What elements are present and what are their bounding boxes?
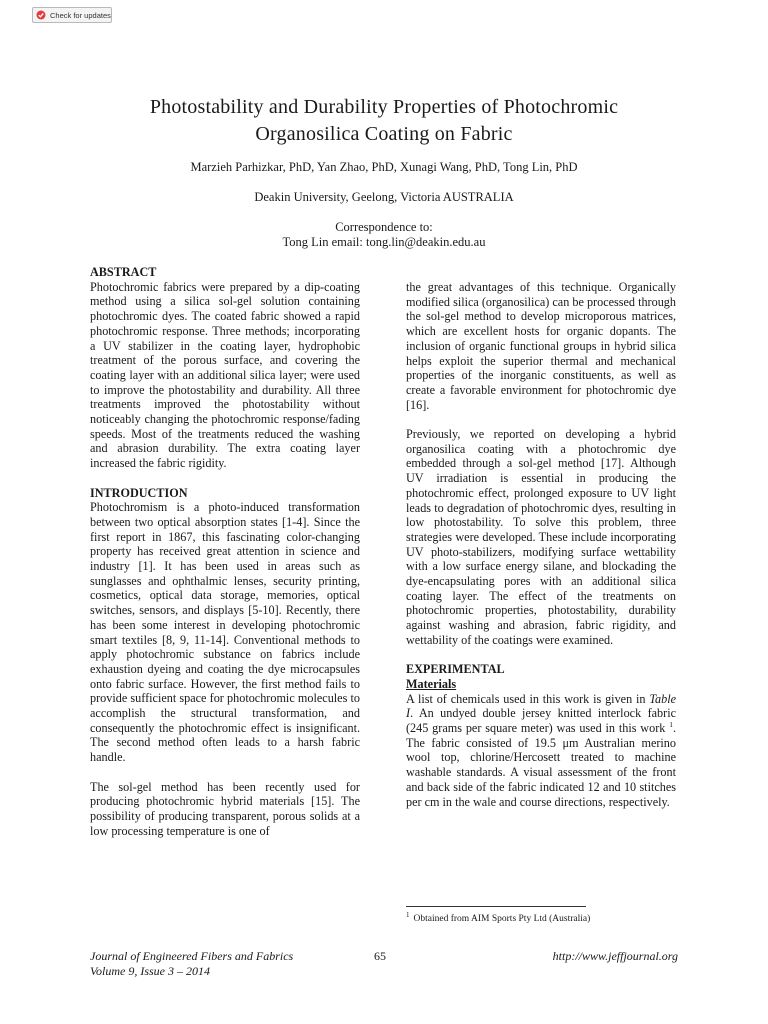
journal-volume: Volume 9, Issue 3 – 2014 <box>90 964 210 978</box>
left-column <box>90 265 360 838</box>
materials-text-b: . An undyed double jersey knitted interlock fabric (245 grams per square meter) was used in this work <box>406 706 676 736</box>
badge-label: Check for updates <box>50 10 111 20</box>
footnote-text: Obtained from AIM Sports Pty Ltd (Australia) <box>413 914 591 924</box>
update-check-icon <box>36 10 46 20</box>
footer-journal-info <box>90 949 293 979</box>
footnote-divider <box>406 906 586 907</box>
paper-title <box>60 94 708 148</box>
footnote-marker: 1 <box>669 720 673 729</box>
correspondence-label: Correspondence to: <box>335 220 433 234</box>
abstract-heading: ABSTRACT <box>90 265 157 279</box>
materials-paragraph <box>406 692 676 810</box>
abstract-text: Photochromic fabrics were prepared by a dip-coating method using a silica sol-gel solution containing photochromic dyes. The coated fabric showed a rapid photochromic response. Three methods; incorporating a UV stabilizer in the coating layer, hydrophobic treatment of the porous surface, and covering the coating layer with an additional silica layer; were used to improve the photostability and durability. All three treatments improved the photostability without noticeably changing the photochromic response/fading speeds. Most of the treatments reduced the washing and abrasion durability. The extra coating layer increased the fabric rigidity. <box>90 279 360 471</box>
footnote-number: 1 <box>406 910 410 919</box>
correspondence-contact: Tong Lin email: tong.lin@deakin.edu.au <box>282 235 486 249</box>
experimental-heading: EXPERIMENTAL <box>406 662 505 677</box>
check-for-updates-badge[interactable] <box>32 7 112 23</box>
title-line-1: Photostability and Durability Properties of Photochromic <box>149 96 619 118</box>
authors: Marzieh Parhizkar, PhD, Yan Zhao, PhD, Xunagi Wang, PhD, Tong Lin, PhD <box>190 160 578 174</box>
title-line-2: Organosilica Coating on Fabric <box>255 123 513 145</box>
introduction-paragraph-2: The sol-gel method has been recently used for producing photochromic hybrid materials [15]. The possibility of producing transparent, porous solids at a low processing temperature is one of <box>90 779 360 838</box>
page-number: 65 <box>374 949 386 963</box>
journal-url[interactable]: http://www.jeffjournal.org <box>552 949 678 963</box>
materials-text-c: . The fabric consisted of 19.5 μm Australian merino wool top, chlorine/Hercosett treated to machine washable standards. A visual assessment of the front and back side of the fabric indicated 12 and 10 stitches per cm in the wale and course directions, respectively. <box>406 721 676 809</box>
introduction-paragraph-3: the great advantages of this technique. Organically modified silica (organosilica) can be processed through the sol-gel method to develop microporous matrices, which are excellent hosts for organic dopants. The inclusion of organic functional groups in hybrid silica helps exploit the superior thermal and mechanical properties of the inorganic constituents, as well as create a favorable environment for photochromic dye [16]. <box>406 280 676 412</box>
materials-text-a: A list of chemicals used in this work is given in <box>406 691 650 706</box>
introduction-heading: INTRODUCTION <box>90 485 188 500</box>
footnote <box>406 912 590 926</box>
introduction-paragraph-4: Previously, we reported on developing a hybrid organosilica coating with a photochromic dye embedded through a sol-gel method [17]. Although UV irradiation is essential in producing the photochromic effect, prolonged exposure to UV light leads to degradation of photochromic dyes, resulting in low photostability. To solve this problem, three strategies were developed. These include incorporating UV photo-stabilizers, modifying surface wettability with a low surface energy silane, and blockading the dye-encapsulating pores with an additional silica coating layer. The effect of the treatments on photochromic properties, photostability, durability against washing and abrasion, fabric rigidity, and wettability of the coatings were examined. <box>406 427 676 647</box>
journal-name: Journal of Engineered Fibers and Fabrics <box>90 949 294 963</box>
table-reference: Table I <box>406 691 676 721</box>
introduction-paragraph-1: Photochromism is a photo-induced transformation between two optical absorption states [1-4]. Since the first report in 1867, this fascinating color-changing property has received great attention in science and industry [1]. It has been used in areas such as sunglasses and ophthalmic lenses, security printing, cosmetics, optical data storage, memories, optical switches, sensors, and displays [5-10]. Recently, there has been some interest in developing photochromic smart textiles [8, 9, 11-14]. Conventional methods to apply photochromic substance on fabrics include exhaustion dyeing and coating the dye microcapsules onto fabric surface. However, the first method fails to provide sufficient space for photochromic molecules to accomplish the structural transformation, and consequently the photochromic effect is insignificant. The second method often leads to a harsh fabric handle. <box>90 500 360 765</box>
affiliation: Deakin University, Geelong, Victoria AUSTRALIA <box>254 190 514 204</box>
materials-subheading: Materials <box>406 676 457 691</box>
right-column <box>406 280 676 809</box>
